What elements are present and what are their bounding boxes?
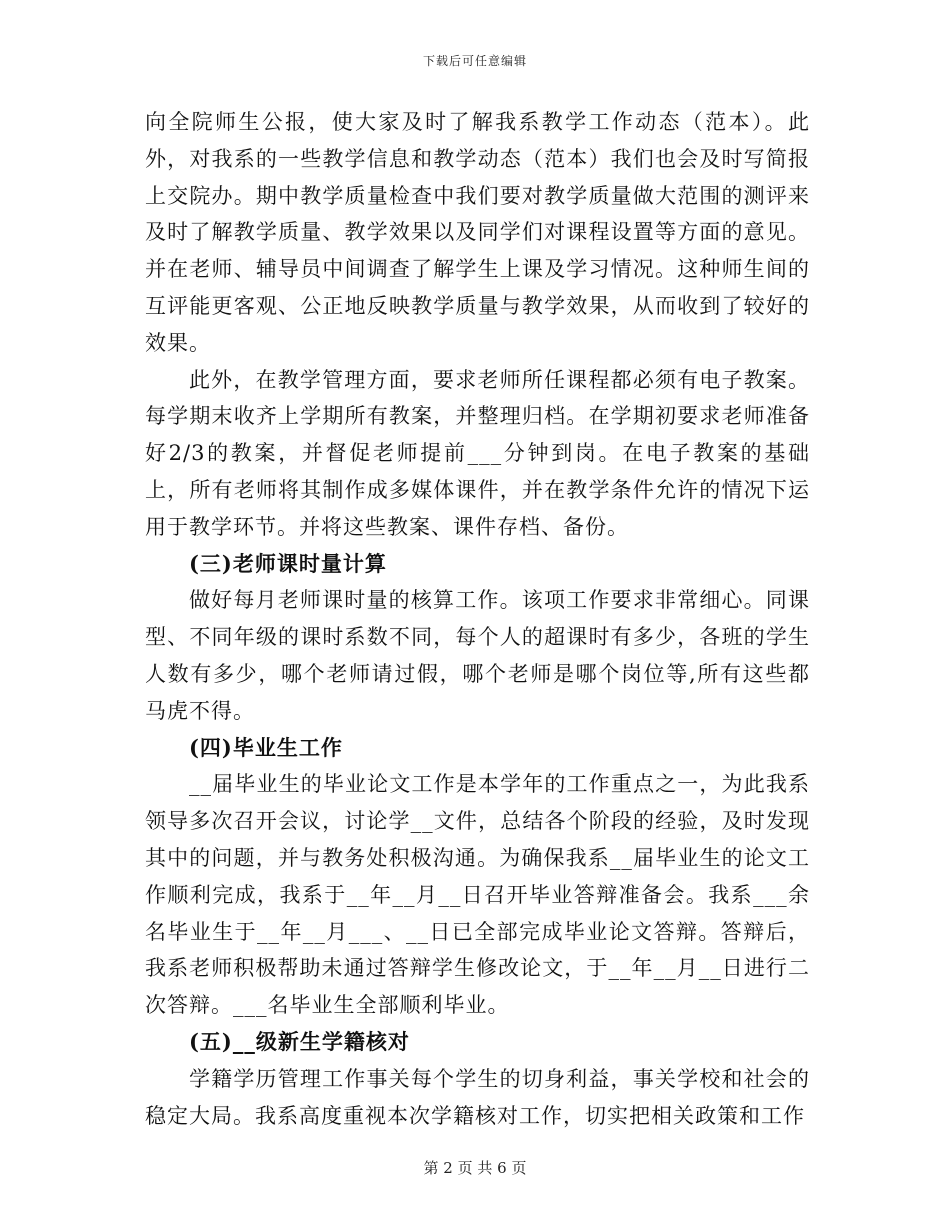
section-heading-graduates: (四)毕业生工作 [189,734,343,760]
paragraph-student-records: 学籍学历管理工作事关每个学生的切身利益，事关学校和社会的稳定大局。我系高度重视本次学籍核对工作，切实把相关政策和工作 [145,1066,810,1128]
paragraph-teaching-management: 此外，在教学管理方面，要求老师所任课程都必须有电子教案。每学期末收齐上学期所有教案，并整理归档。在学期初要求老师准备好2/3的教案，并督促老师提前___分钟到岗。在电子教案的基础上，所有老师将其制作成多媒体课件，并在教学条件允许的情况下运用于教学环节。并将这些教案、课件存档、备份。 [145,367,810,539]
section-heading-teacher-hours: (三)老师课时量计算 [189,550,387,576]
section-heading-student-records: (五)__级新生学籍核对 [189,1028,410,1054]
paragraph-graduates: __届毕业生的毕业论文工作是本学年的工作重点之一，为此我系领导多次召开会议，讨论学__文件，总结各个阶段的经验，及时发现其中的问题，并与教务处积极沟通。为确保我系__届毕业生的论文工作顺利完成，我系于__年__月__日召开毕业答辩准备会。我系___余名毕业生于__年__月___、__日已全部完成毕业论文答辩。答辩后，我系老师积极帮助未通过答辩学生修改论文，于__年__月__日进行二次答辩。___名毕业生全部顺利毕业。 [145,772,810,1018]
document-body [145,104,810,1134]
paragraph-teacher-hours: 做好每月老师课时量的核算工作。该项工作要求非常细心。同课型、不同年级的课时系数不同，每个人的超课时有多少，各班的学生人数有多少，哪个老师请过假，哪个老师是哪个岗位等,所有这些都马虎不得。 [145,588,810,723]
download-note: 下载后可任意编辑 [422,54,527,68]
page-number: 第 2 页 共 6 页 [423,1159,527,1177]
paragraph-continued: 向全院师生公报，使大家及时了解我系教学工作动态（范本）。此外，对我系的一些教学信息和教学动态（范本）我们也会及时写简报上交院办。期中教学质量检查中我们要对教学质量做大范围的测评来及时了解教学质量、教学效果以及同学们对课程设置等方面的意见。并在老师、辅导员中间调查了解学生上课及学习情况。这种师生间的互评能更客观、公正地反映教学质量与教学效果，从而收到了较好的效果。 [145,110,810,355]
